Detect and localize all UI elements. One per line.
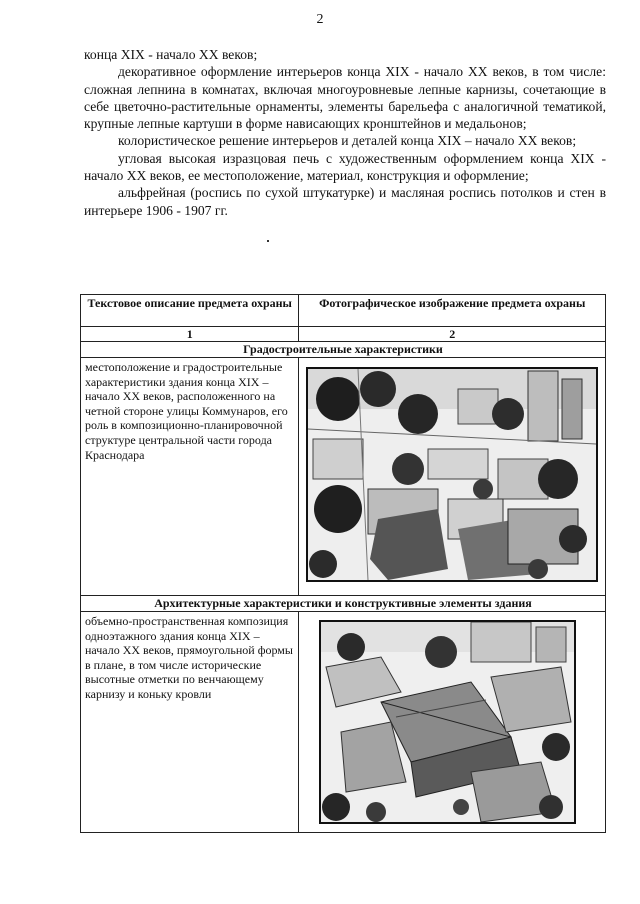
intro-paragraph: конца XIX - начало XX веков; (84, 47, 258, 62)
header-left: Текстовое описание предмета охраны (81, 295, 299, 327)
section-title-row (81, 342, 606, 358)
section-title-row (81, 596, 606, 612)
aerial-building-photo (319, 620, 576, 824)
stray-dot (267, 240, 269, 242)
page-number: 2 (316, 12, 324, 27)
column-number-row (81, 327, 606, 342)
intro-paragraph: альфрейная (роспись по сухой штукатурке) и масляная роспись потолков и стен в интерьере 1906 - 1907 гг. (84, 185, 606, 218)
description-urban: местоположение и градостроительные характеристики здания конца XIX – начало XX веков, расположенного на четной стороне улицы Коммунаров, его роль в композиционно-планировочной структуре центральной части города Краснодара (81, 358, 299, 596)
intro-paragraph: декоративное оформление интерьеров конца XIX - начало XX веков, в том числе: сложная лепнина в комнатах, включая многоуровневые лепные карнизы, сочетающие в себе цветочно-растительные орнаменты, элементы барельефа с аналогичной тематикой, крупные лепные картуши в форме нависающих кронштейнов и медальонов; (84, 64, 606, 132)
photo-cell-architecture (299, 612, 606, 833)
intro-text (84, 46, 606, 219)
intro-paragraph: колористическое решение интерьеров и деталей конца XIX – начало XX веков; (118, 133, 577, 149)
column-number-right: 2 (299, 327, 606, 342)
section-title-urban: Градостроительные характеристики (81, 342, 606, 358)
description-architecture: объемно-пространственная композиция одноэтажного здания конца XIX – начало XX веков, прямоугольной формы в плане, в том числе исторические высотные отметки по венчающему карнизу и коньку кровли (81, 612, 299, 833)
section-content-row (81, 612, 606, 833)
section-content-row (81, 358, 606, 596)
intro-paragraph: угловая высокая изразцовая печь с художественным оформлением конца XIX - начало XX веков, ее местоположение, материал, конструкция и оформление; (84, 150, 606, 184)
header-right: Фотографическое изображение предмета охраны (299, 295, 606, 327)
protection-subject-table (80, 294, 606, 833)
column-number-left: 1 (81, 327, 299, 342)
photo-cell-urban (299, 358, 606, 596)
section-title-architecture: Архитектурные характеристики и конструктивные элементы здания (81, 596, 606, 612)
aerial-city-photo (306, 367, 598, 582)
table-header-row (81, 295, 606, 327)
